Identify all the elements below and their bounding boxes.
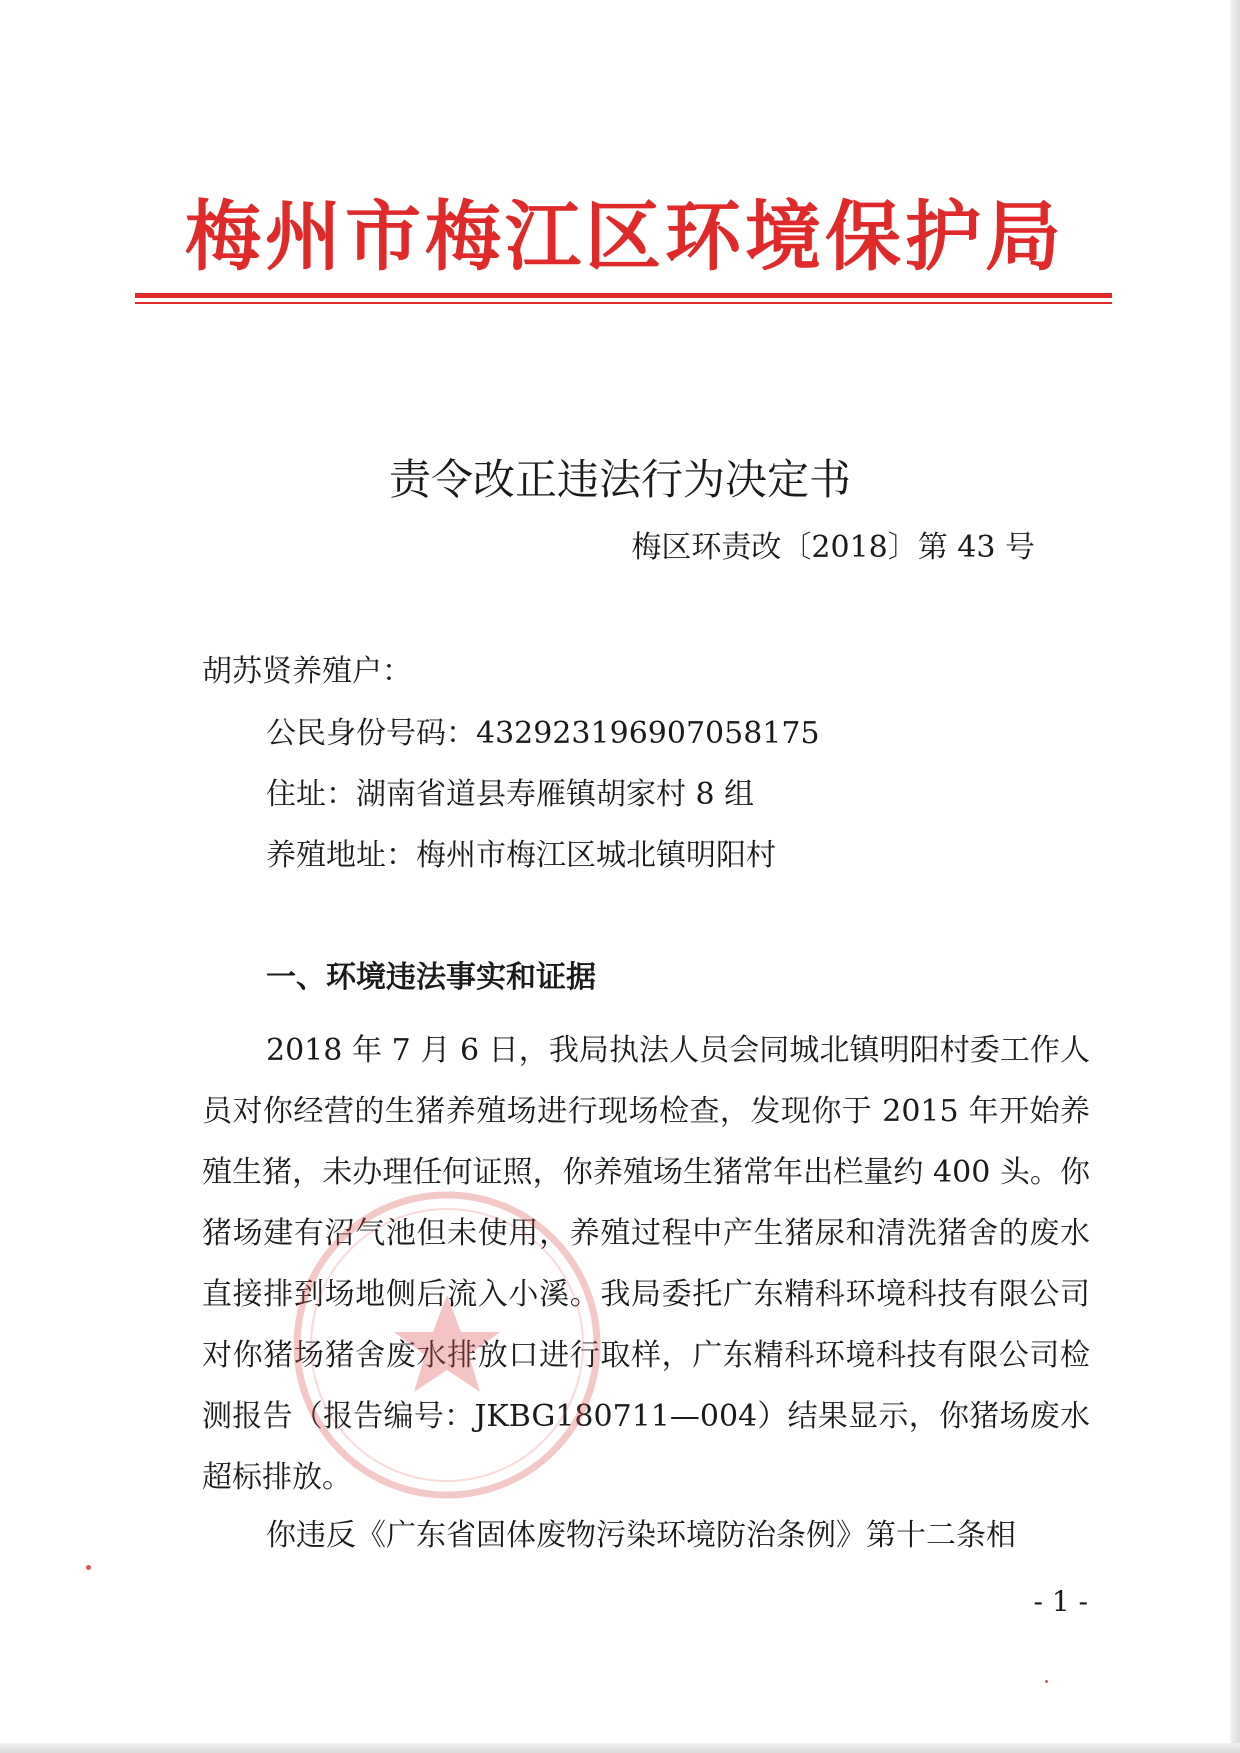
page-number: - 1 - <box>1033 1585 1088 1618</box>
violation-law-paragraph: 你违反《广东省固体废物污染环境防治条例》第十二条相 <box>266 1518 1016 1553</box>
recipient-address: 住址：湖南省道县寿雁镇胡家村 8 组 <box>266 777 755 812</box>
section-heading-violation-facts: 一、环境违法事实和证据 <box>266 960 596 995</box>
document-number: 梅区环责改〔2018〕第 43 号 <box>631 530 1035 565</box>
recipient-name: 胡苏贤养殖户： <box>202 654 412 689</box>
letterhead-rule-thick <box>135 293 1112 298</box>
scan-bottom-edge <box>0 1743 1240 1753</box>
document-title: 责令改正违法行为决定书 <box>388 455 851 504</box>
scan-speck <box>86 1565 91 1570</box>
violation-facts-paragraph: 2018 年 7 月 6 日，我局执法人员会同城北镇明阳村委工作人员对你经营的生猪养殖场进行现场检查，发现你于 2015 年开始养殖生猪，未办理任何证照，你养殖场生猪常年出栏量约 400 头。你猪场建有沼气池但未使用，养殖过程中产生猪尿和清洗猪舍的废水直接排到场地侧后流入小溪。我局委托广东精科环境科技有限公司对你猪场猪舍废水排放口进行取样，广东精科环境科技有限公司检测报告（报告编号：JKBG180711—004）结果显示，你猪场废水超标排放。 <box>202 1033 1090 1495</box>
agency-letterhead: 梅州市梅江区环境保护局 <box>185 192 1065 281</box>
farm-address: 养殖地址：梅州市梅江区城北镇明阳村 <box>266 838 776 873</box>
scan-right-edge <box>1230 0 1240 1753</box>
recipient-id-number: 公民身份号码：432923196907058175 <box>266 716 820 751</box>
scan-speck <box>1045 1680 1048 1683</box>
letterhead-rule-thin <box>135 302 1112 304</box>
